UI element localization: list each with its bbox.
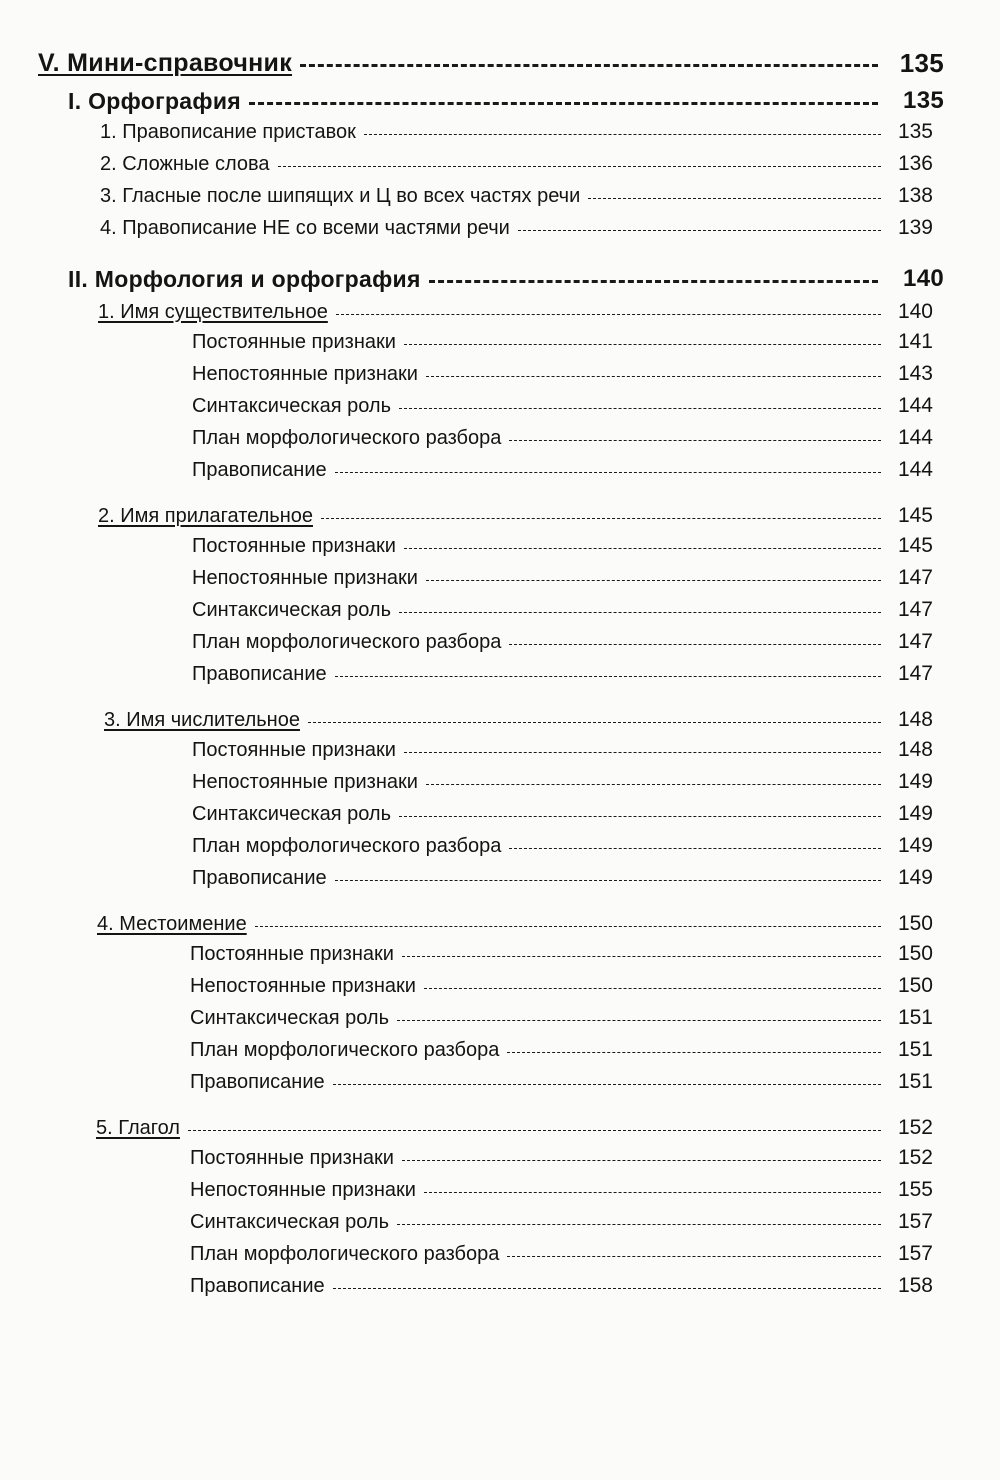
toc-entry-page: 151: [897, 1038, 933, 1061]
toc-entry-page: 147: [897, 662, 933, 685]
toc-entry-label: Правописание: [192, 662, 327, 685]
dot-leader: [335, 472, 881, 473]
toc-entry-label: Непостоянные признаки: [192, 362, 418, 385]
toc-entry-label: 3. Имя числительное: [104, 708, 300, 731]
toc-entry[interactable]: [192, 626, 933, 658]
dot-leader: [404, 344, 881, 345]
toc-entry-label: План морфологического разбора: [192, 834, 502, 857]
toc-entry-adjective[interactable]: [98, 500, 933, 532]
toc-entry-label: I. Орфография: [68, 87, 241, 114]
toc-entry-orthography[interactable]: [68, 84, 944, 118]
dot-leader: [333, 1288, 881, 1289]
toc-entry-page: 147: [897, 566, 933, 589]
dot-leader: [429, 280, 878, 283]
dot-leader: [426, 784, 881, 785]
toc-entry-page: 148: [897, 708, 933, 731]
dot-leader: [249, 102, 878, 105]
toc-entry-label: План морфологического разбора: [192, 630, 502, 653]
toc-entry[interactable]: [192, 862, 933, 894]
toc-entry-page: 149: [897, 834, 933, 857]
dot-leader: [397, 1224, 881, 1225]
toc-entry-page: 148: [897, 738, 933, 761]
dot-leader: [335, 676, 881, 677]
toc-entry-label: Синтаксическая роль: [192, 394, 392, 417]
toc-entry-label: План морфологического разбора: [192, 426, 502, 449]
toc-entry-label: 3. Гласные после шипящих и Ц во всех частях речи: [100, 184, 581, 207]
toc-entry[interactable]: [192, 830, 933, 862]
toc-entry[interactable]: [190, 1174, 933, 1206]
toc-entry-page: 149: [897, 770, 933, 793]
toc-entry-page: 144: [897, 426, 933, 449]
toc-entry-pronoun[interactable]: [97, 908, 933, 940]
dot-leader: [335, 880, 881, 881]
toc-entry-page: 152: [897, 1116, 933, 1139]
toc-entry-page: 144: [897, 458, 933, 481]
toc-entry-page: 138: [897, 184, 933, 207]
toc-entry-page: 145: [897, 504, 933, 527]
dot-leader: [507, 1052, 881, 1053]
toc-entry-numeral[interactable]: [104, 704, 933, 736]
dot-leader: [399, 816, 881, 817]
toc-entry-page: 149: [897, 802, 933, 825]
toc-entry-page: 135: [897, 120, 933, 143]
toc-entry-label: Постоянные признаки: [192, 330, 396, 353]
toc-entry-page: 143: [897, 362, 933, 385]
toc-entry-label: Правописание: [192, 866, 327, 889]
dot-leader: [399, 408, 881, 409]
toc-entry[interactable]: [190, 1270, 933, 1302]
toc-entry[interactable]: [190, 1206, 933, 1238]
toc-entry-page: 141: [897, 330, 933, 353]
toc-entry[interactable]: [190, 1002, 933, 1034]
toc-entry-label: Постоянные признаки: [192, 534, 396, 557]
toc-entry[interactable]: [192, 358, 933, 390]
toc-entry-page: 150: [897, 942, 933, 965]
toc-entry-label: Постоянные признаки: [190, 942, 394, 965]
toc-entry-page: 150: [897, 912, 933, 935]
dot-leader: [402, 1160, 881, 1161]
dot-leader: [404, 548, 881, 549]
dot-leader: [336, 314, 881, 315]
toc-entry-label: Синтаксическая роль: [190, 1006, 390, 1029]
toc-entry-page: 151: [897, 1006, 933, 1029]
dot-leader: [321, 518, 881, 519]
toc-entry[interactable]: [190, 1238, 933, 1270]
dot-leader: [509, 848, 881, 849]
toc-entry-label: Непостоянные признаки: [192, 770, 418, 793]
toc-entry[interactable]: [190, 1066, 933, 1098]
dot-leader: [518, 230, 881, 231]
toc-entry-noun[interactable]: [98, 296, 933, 328]
toc-entry-page: 135: [899, 47, 944, 78]
toc-entry-verb[interactable]: [96, 1112, 933, 1144]
toc-entry[interactable]: [192, 766, 933, 798]
toc-entry-page: 140: [897, 300, 933, 323]
toc-entry[interactable]: [190, 970, 933, 1002]
toc-entry-label: 5. Глагол: [96, 1116, 180, 1139]
dot-leader: [426, 580, 881, 581]
dot-leader: [588, 198, 881, 199]
dot-leader: [300, 64, 878, 67]
toc-entry-label: Постоянные признаки: [190, 1146, 394, 1169]
toc-entry-page: 157: [897, 1210, 933, 1233]
toc-entry-label: Правописание: [190, 1274, 325, 1297]
dot-leader: [188, 1130, 881, 1131]
toc-entry-label: 4. Местоимение: [97, 912, 247, 935]
toc-entry[interactable]: [192, 454, 933, 486]
toc-entry[interactable]: [192, 798, 933, 830]
dot-leader: [364, 134, 881, 135]
toc-entry[interactable]: [192, 390, 933, 422]
dot-leader: [509, 644, 881, 645]
toc-entry-page: 140: [903, 265, 944, 292]
toc-entry-label: Постоянные признаки: [192, 738, 396, 761]
toc-entry[interactable]: [192, 734, 933, 766]
toc-entry-page: 147: [897, 630, 933, 653]
toc-entry-label: 2. Имя прилагательное: [98, 504, 313, 527]
dot-leader: [278, 166, 882, 167]
toc-entry[interactable]: [100, 148, 933, 180]
toc-entry-page: 149: [897, 866, 933, 889]
dot-leader: [255, 926, 881, 927]
toc-entry-page: 144: [897, 394, 933, 417]
dot-leader: [399, 612, 881, 613]
toc-entry-label: План морфологического разбора: [190, 1038, 500, 1061]
toc-entry[interactable]: [100, 180, 933, 212]
toc-entry-mini-reference[interactable]: [38, 45, 944, 81]
toc-entry-morphology[interactable]: [68, 262, 944, 296]
dot-leader: [424, 988, 881, 989]
dot-leader: [507, 1256, 881, 1257]
toc-entry-page: 136: [897, 152, 933, 175]
toc-entry[interactable]: [190, 1142, 933, 1174]
toc-entry[interactable]: [100, 116, 933, 148]
toc-entry-label: Правописание: [190, 1070, 325, 1093]
toc-entry-label: Синтаксическая роль: [192, 802, 392, 825]
dot-leader: [402, 956, 881, 957]
toc-entry-page: 135: [903, 87, 944, 114]
toc-entry-page: 147: [897, 598, 933, 621]
toc-entry-label: Правописание: [192, 458, 327, 481]
dot-leader: [397, 1020, 881, 1021]
toc-entry-label: Синтаксическая роль: [192, 598, 392, 621]
toc-entry[interactable]: [190, 1034, 933, 1066]
toc-entry[interactable]: [192, 422, 933, 454]
toc-entry-page: 150: [897, 974, 933, 997]
toc-entry-label: Синтаксическая роль: [190, 1210, 390, 1233]
toc-entry-label: 1. Правописание приставок: [100, 120, 356, 143]
toc-entry[interactable]: [192, 658, 933, 690]
dot-leader: [333, 1084, 881, 1085]
toc-entry[interactable]: [100, 212, 933, 244]
toc-entry-label: 2. Сложные слова: [100, 152, 270, 175]
dot-leader: [426, 376, 881, 377]
toc-entry-label: 4. Правописание НЕ со всеми частями речи: [100, 216, 510, 239]
toc-entry-page: 157: [897, 1242, 933, 1265]
dot-leader: [308, 722, 881, 723]
dot-leader: [509, 440, 881, 441]
toc-entry[interactable]: [192, 326, 933, 358]
toc-entry-label: Непостоянные признаки: [190, 974, 416, 997]
dot-leader: [404, 752, 881, 753]
toc-entry-page: 139: [897, 216, 933, 239]
toc-entry-page: 158: [897, 1274, 933, 1297]
toc-entry[interactable]: [192, 562, 933, 594]
toc-entry-label: II. Морфология и орфография: [68, 265, 421, 292]
toc-entry[interactable]: [192, 530, 933, 562]
toc-entry[interactable]: [192, 594, 933, 626]
toc-entry[interactable]: [190, 938, 933, 970]
toc-entry-page: 151: [897, 1070, 933, 1093]
dot-leader: [424, 1192, 881, 1193]
toc-entry-label: Непостоянные признаки: [192, 566, 418, 589]
toc-entry-label: 1. Имя существительное: [98, 300, 328, 323]
toc-entry-page: 145: [897, 534, 933, 557]
toc-entry-label: План морфологического разбора: [190, 1242, 500, 1265]
toc-entry-page: 152: [897, 1146, 933, 1169]
toc-entry-label: Непостоянные признаки: [190, 1178, 416, 1201]
toc-entry-label: V. Мини-справочник: [38, 48, 293, 77]
toc-entry-page: 155: [897, 1178, 933, 1201]
